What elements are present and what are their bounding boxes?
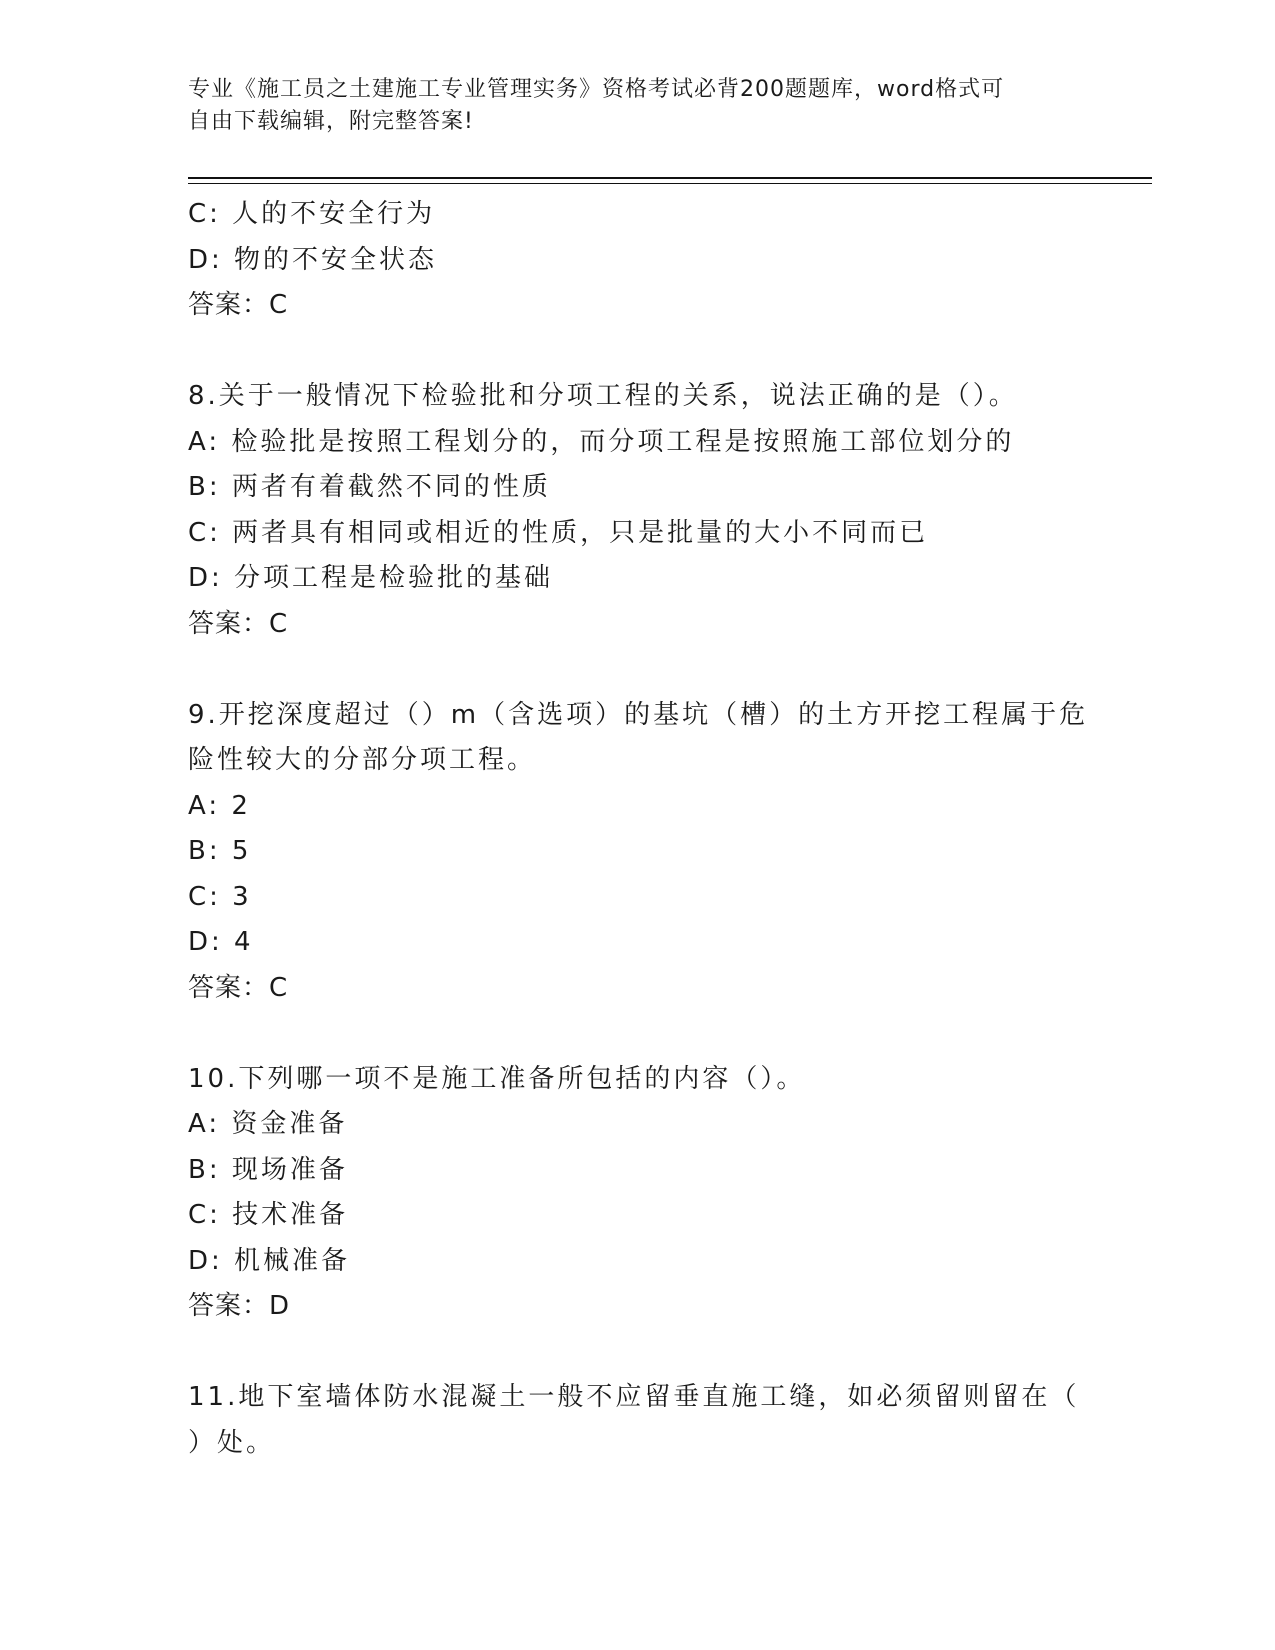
spacer	[188, 1011, 1088, 1057]
spacer	[188, 329, 1088, 375]
option-b: B: 5	[188, 836, 252, 866]
option-d: D: 机械准备	[188, 1245, 351, 1276]
question-stem: 8.关于一般情况下检验批和分项工程的关系，说法正确的是（）。	[188, 381, 1018, 411]
question-stem-line-2: ）处。	[188, 1427, 276, 1458]
header-line-1: 专业《施工员之土建施工专业管理实务》资格考试必背200题题库，word格式可	[188, 77, 1005, 102]
option-c: C: 技术准备	[188, 1200, 349, 1230]
question-stem: 10.下列哪一项不是施工准备所包括的内容（）。	[188, 1063, 806, 1094]
answer-line: 答案：C	[188, 290, 289, 320]
option-b: B: 现场准备	[188, 1154, 348, 1185]
option-c: C: 两者具有相同或相近的性质，只是批量的大小不同而已	[188, 517, 929, 548]
question-10	[188, 1057, 1088, 1330]
question-stem-line-1: 11.地下室墙体防水混凝土一般不应留垂直施工缝，如必须留则留在（	[188, 1382, 1080, 1412]
header-line-2: 自由下载编辑，附完整答案!	[188, 109, 474, 134]
answer-line: 答案：C	[188, 608, 289, 639]
question-11	[188, 1375, 1088, 1466]
option-d: D: 物的不安全状态	[188, 244, 438, 275]
question-7-continued	[188, 192, 1088, 329]
option-a: A: 资金准备	[188, 1109, 348, 1139]
option-d: D: 4	[188, 927, 254, 957]
question-8	[188, 374, 1088, 647]
option-a: A: 2	[188, 790, 251, 821]
header-divider	[188, 177, 1152, 184]
option-b: B: 两者有着截然不同的性质	[188, 472, 551, 502]
question-9	[188, 693, 1088, 1012]
spacer	[188, 1330, 1088, 1376]
answer-line: 答案：D	[188, 1291, 291, 1321]
document-header	[188, 74, 1068, 138]
option-a: A: 检验批是按照工程划分的，而分项工程是按照施工部位划分的	[188, 426, 1015, 457]
option-c: C: 人的不安全行为	[188, 199, 436, 229]
answer-line: 答案：C	[188, 972, 289, 1003]
spacer	[188, 647, 1088, 693]
option-d: D: 分项工程是检验批的基础	[188, 563, 554, 593]
document-body	[188, 192, 1088, 1466]
question-stem-line-1: 9.开挖深度超过（）m（含选项）的基坑（槽）的土方开挖工程属于危	[188, 699, 1089, 730]
question-stem-line-2: 险性较大的分部分项工程。	[188, 745, 537, 775]
option-c: C: 3	[188, 881, 252, 912]
